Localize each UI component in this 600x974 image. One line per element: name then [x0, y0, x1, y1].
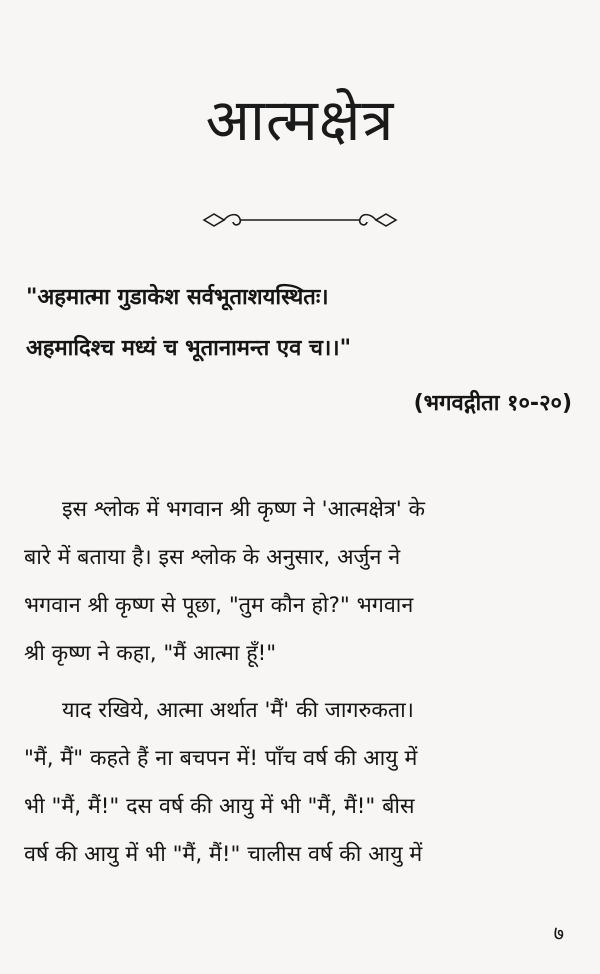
- verse-line-1: "अहमात्मा गुडाकेश सर्वभूताशयस्थितः।: [26, 285, 329, 310]
- paragraph-line: वर्ष की आयु में भी "मैं, मैं!" चालीस वर्ष की आयु में: [24, 842, 423, 867]
- ornament-divider-icon: [200, 205, 400, 235]
- page-number: ७: [553, 921, 564, 945]
- paragraph-line: श्री कृष्ण ने कहा, "मैं आत्मा हूँ!": [24, 641, 277, 666]
- paragraph-line: याद रखिये, आत्मा अर्थात 'मैं' की जागरुकता।: [62, 698, 414, 723]
- verse-line-2: अहमादिश्च मध्यं च भूतानामन्त एव च।।": [26, 336, 352, 361]
- paragraph-1: [24, 486, 580, 678]
- chapter-title: आत्मक्षेत्र: [205, 86, 395, 154]
- paragraph-line: इस श्लोक में भगवान श्री कृष्ण ने 'आत्मक्षेत्र' के: [62, 497, 426, 522]
- paragraph-line: बारे में बताया है। इस श्लोक के अनुसार, अर्जुन ने: [24, 545, 401, 570]
- verse-citation: (भगवद्गीता १०-२०): [413, 391, 572, 416]
- paragraph-line: "मैं, मैं" कहते हैं ना बचपन में! पाँच वर्ष की आयु में: [24, 746, 418, 771]
- paragraph-2: [24, 687, 580, 879]
- paragraph-line: भी "मैं, मैं!" दस वर्ष की आयु में भी "मैं, मैं!" बीस: [24, 794, 415, 819]
- paragraph-line: भगवान श्री कृष्ण से पूछा, "तुम कौन हो?" भगवान: [24, 593, 414, 618]
